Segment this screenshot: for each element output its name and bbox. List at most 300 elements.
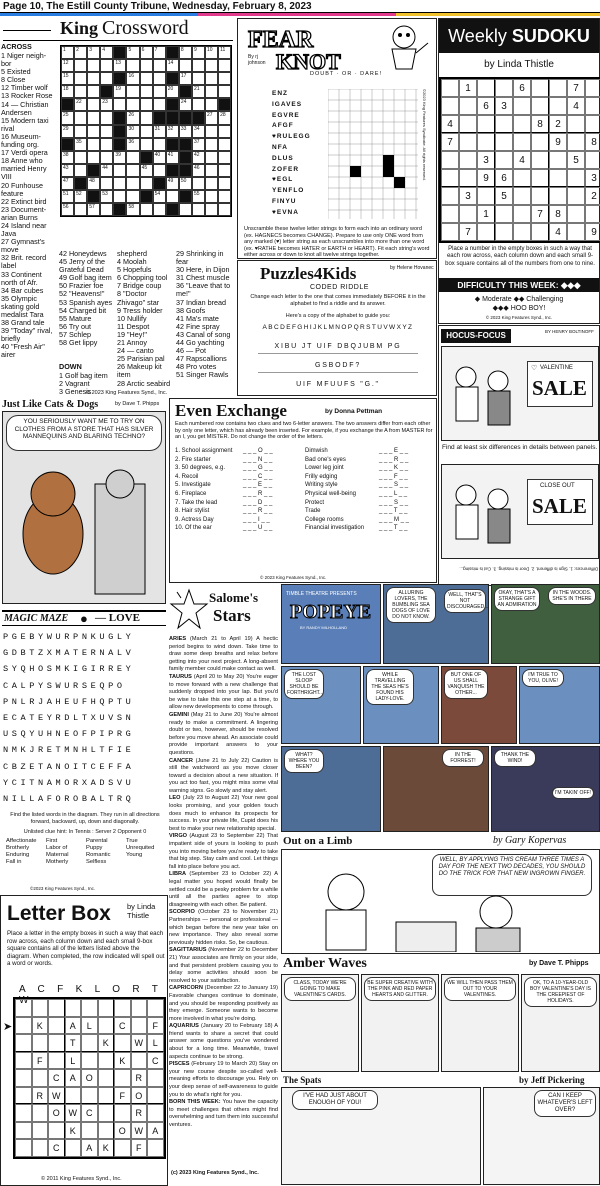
letter-box-cell[interactable] (131, 999, 148, 1017)
sudoku-cell[interactable] (495, 133, 513, 151)
crossword-cell[interactable]: 36 (126, 138, 139, 151)
crossword-cell[interactable] (205, 164, 218, 177)
crossword-cell[interactable] (140, 98, 153, 111)
letter-box-cell[interactable] (15, 1122, 32, 1140)
letter-box-cell[interactable] (48, 1017, 65, 1035)
crossword-cell[interactable]: 9 (192, 46, 205, 59)
letter-box-cell[interactable]: K (32, 1017, 49, 1035)
crossword-cell[interactable]: 45 (140, 164, 153, 177)
crossword-cell[interactable] (205, 98, 218, 111)
letter-box-cell[interactable] (15, 1017, 32, 1035)
letter-box-cell[interactable] (147, 1069, 164, 1087)
crossword-cell[interactable] (218, 138, 231, 151)
sudoku-cell[interactable] (567, 205, 585, 223)
crossword-cell[interactable] (205, 203, 218, 216)
sudoku-cell[interactable] (567, 115, 585, 133)
letter-box-cell[interactable] (65, 1139, 82, 1157)
ee-right-answer[interactable]: _ _ _ S _ _ (379, 499, 409, 506)
sudoku-cell[interactable] (513, 115, 531, 133)
letter-box-cell[interactable]: W (65, 1104, 82, 1122)
crossword-cell[interactable] (126, 151, 139, 164)
sudoku-cell[interactable]: 2 (549, 115, 567, 133)
sudoku-cell[interactable] (549, 187, 567, 205)
sudoku-cell[interactable]: 8 (531, 115, 549, 133)
crossword-cell[interactable]: 11 (218, 46, 231, 59)
crossword-cell[interactable] (87, 125, 100, 138)
sudoku-cell[interactable]: 3 (477, 151, 495, 169)
letter-box-cell[interactable] (98, 1017, 115, 1035)
letter-box-cell[interactable]: L (65, 1052, 82, 1070)
letter-box-cell[interactable] (65, 999, 82, 1017)
sudoku-cell[interactable] (495, 223, 513, 241)
letter-box-cell[interactable]: C (81, 1104, 98, 1122)
crossword-cell[interactable]: 51 (61, 190, 74, 203)
sudoku-cell[interactable] (531, 133, 549, 151)
sudoku-cell[interactable] (531, 223, 549, 241)
crossword-cell[interactable] (153, 98, 166, 111)
sudoku-cell[interactable]: 2 (585, 187, 600, 205)
letter-box-cell[interactable] (147, 1139, 164, 1157)
crossword-cell[interactable]: 20 (166, 85, 179, 98)
letter-box-cell[interactable]: A (65, 1017, 82, 1035)
sudoku-cell[interactable] (549, 169, 567, 187)
sudoku-cell[interactable] (567, 169, 585, 187)
crossword-cell[interactable]: 57 (87, 203, 100, 216)
crossword-cell[interactable]: 31 (153, 125, 166, 138)
fear-knot-grid[interactable] (328, 89, 418, 219)
letter-box-cell[interactable] (98, 1122, 115, 1140)
sudoku-cell[interactable]: 7 (567, 79, 585, 97)
sudoku-cell[interactable]: 1 (459, 79, 477, 97)
sudoku-cell[interactable] (459, 133, 477, 151)
letter-box-cell[interactable] (15, 1087, 32, 1105)
crossword-cell[interactable] (192, 98, 205, 111)
ee-left-answer[interactable]: _ _ _ G _ _ (243, 465, 273, 472)
crossword-cell[interactable] (74, 72, 87, 85)
sudoku-cell[interactable] (441, 151, 459, 169)
crossword-cell[interactable]: 5 (126, 46, 139, 59)
crossword-cell[interactable] (205, 72, 218, 85)
letter-box-cell[interactable]: C (48, 1139, 65, 1157)
crossword-cell[interactable] (100, 203, 113, 216)
maze-letter-grid[interactable] (3, 629, 167, 807)
sudoku-cell[interactable] (585, 79, 600, 97)
ee-left-answer[interactable]: _ _ _ D _ _ (243, 499, 273, 506)
letter-box-cell[interactable]: C (114, 1017, 131, 1035)
crossword-cell[interactable] (205, 59, 218, 72)
crossword-cell[interactable]: 4 (100, 46, 113, 59)
crossword-cell[interactable]: 38 (61, 151, 74, 164)
sudoku-cell[interactable] (441, 223, 459, 241)
letter-box-cell[interactable]: K (98, 1139, 115, 1157)
sudoku-cell[interactable] (477, 79, 495, 97)
crossword-cell[interactable]: 43 (61, 164, 74, 177)
letter-box-cell[interactable]: C (48, 1069, 65, 1087)
sudoku-cell[interactable]: 9 (549, 133, 567, 151)
ee-right-answer[interactable]: _ _ _ E _ _ (379, 448, 409, 454)
sudoku-cell[interactable]: 6 (477, 97, 495, 115)
ee-right-answer[interactable]: _ _ _ F _ _ (379, 473, 408, 480)
ee-right-answer[interactable]: _ _ _ T _ _ (379, 525, 408, 532)
crossword-cell[interactable] (205, 151, 218, 164)
crossword-cell[interactable] (192, 203, 205, 216)
ee-right-answer[interactable]: _ _ _ S _ _ (379, 482, 409, 489)
crossword-cell[interactable] (140, 177, 153, 190)
crossword-cell[interactable] (218, 125, 231, 138)
letter-box-cell[interactable] (147, 1087, 164, 1105)
letter-box-cell[interactable]: K (65, 1122, 82, 1140)
crossword-cell[interactable] (87, 59, 100, 72)
sudoku-cell[interactable] (441, 97, 459, 115)
crossword-cell[interactable] (153, 203, 166, 216)
sudoku-cell[interactable] (531, 79, 549, 97)
ee-right-answer[interactable]: _ _ _ R _ _ (379, 456, 409, 463)
sudoku-cell[interactable] (513, 205, 531, 223)
crossword-cell[interactable]: 26 (126, 111, 139, 124)
crossword-cell[interactable] (100, 111, 113, 124)
letter-box-cell[interactable]: O (114, 1122, 131, 1140)
crossword-cell[interactable]: 28 (218, 111, 231, 124)
sudoku-cell[interactable] (531, 151, 549, 169)
crossword-cell[interactable] (74, 151, 87, 164)
crossword-cell[interactable] (153, 138, 166, 151)
letter-box-cell[interactable] (32, 1122, 49, 1140)
crossword-cell[interactable]: 7 (153, 46, 166, 59)
sudoku-cell[interactable]: 4 (441, 115, 459, 133)
crossword-cell[interactable] (205, 190, 218, 203)
ee-right-answer[interactable]: _ _ _ K _ _ (379, 465, 409, 472)
letter-box-cell[interactable]: W (131, 1122, 148, 1140)
letter-box-cell[interactable] (114, 1139, 131, 1157)
crossword-cell[interactable] (218, 151, 231, 164)
crossword-cell[interactable]: 22 (74, 98, 87, 111)
sudoku-cell[interactable] (585, 115, 600, 133)
sudoku-cell[interactable] (549, 79, 567, 97)
crossword-cell[interactable] (140, 59, 153, 72)
crossword-cell[interactable]: 27 (205, 111, 218, 124)
crossword-cell[interactable] (87, 138, 100, 151)
ee-right-answer[interactable]: _ _ _ L _ _ (379, 490, 408, 497)
letter-box-cell[interactable] (147, 999, 164, 1017)
sudoku-cell[interactable]: 5 (567, 151, 585, 169)
crossword-cell[interactable]: 41 (166, 151, 179, 164)
letter-box-cell[interactable] (48, 999, 65, 1017)
crossword-cell[interactable]: 46 (192, 164, 205, 177)
ee-left-answer[interactable]: _ _ _ E _ _ (243, 482, 273, 489)
letter-box-cell[interactable] (48, 1034, 65, 1052)
sudoku-cell[interactable] (513, 223, 531, 241)
crossword-cell[interactable]: 48 (87, 177, 100, 190)
letter-box-cell[interactable]: O (131, 1087, 148, 1105)
letter-box-cell[interactable] (15, 999, 32, 1017)
crossword-cell[interactable]: 17 (179, 72, 192, 85)
crossword-cell[interactable] (87, 85, 100, 98)
sudoku-cell[interactable]: 4 (513, 151, 531, 169)
crossword-cell[interactable] (126, 164, 139, 177)
letter-box-cell[interactable] (15, 1104, 32, 1122)
crossword-cell[interactable]: 18 (61, 85, 74, 98)
crossword-cell[interactable] (87, 72, 100, 85)
letter-box-cell[interactable] (131, 1017, 148, 1035)
sudoku-cell[interactable]: 4 (567, 97, 585, 115)
letter-box-cell[interactable] (114, 999, 131, 1017)
crossword-cell[interactable] (74, 203, 87, 216)
crossword-cell[interactable] (87, 151, 100, 164)
letter-box-cell[interactable]: A (147, 1122, 164, 1140)
crossword-cell[interactable]: 24 (179, 98, 192, 111)
crossword-cell[interactable] (140, 138, 153, 151)
crossword-cell[interactable] (218, 177, 231, 190)
crossword-cell[interactable]: 56 (61, 203, 74, 216)
letter-box-cell[interactable]: A (65, 1069, 82, 1087)
crossword-cell[interactable]: 13 (113, 59, 126, 72)
sudoku-grid[interactable] (439, 77, 600, 243)
letter-box-cell[interactable]: R (32, 1087, 49, 1105)
crossword-cell[interactable] (179, 59, 192, 72)
crossword-cell[interactable]: 53 (100, 190, 113, 203)
letter-box-cell[interactable]: R (131, 1069, 148, 1087)
letter-box-cell[interactable]: L (147, 1034, 164, 1052)
crossword-cell[interactable] (74, 85, 87, 98)
letter-box-cell[interactable]: C (147, 1052, 164, 1070)
crossword-cell[interactable]: 42 (192, 151, 205, 164)
sudoku-cell[interactable] (441, 169, 459, 187)
crossword-cell[interactable] (218, 190, 231, 203)
letter-box-cell[interactable] (32, 1034, 49, 1052)
letter-box-cell[interactable]: W (48, 1087, 65, 1105)
letter-box-cell[interactable]: F (147, 1017, 164, 1035)
ee-right-answer[interactable]: _ _ _ M _ _ (379, 516, 410, 523)
crossword-cell[interactable] (74, 125, 87, 138)
sudoku-cell[interactable] (567, 223, 585, 241)
crossword-cell[interactable] (113, 98, 126, 111)
ee-right-answer[interactable]: _ _ _ T _ _ (379, 508, 408, 515)
crossword-cell[interactable]: 33 (179, 125, 192, 138)
crossword-cell[interactable]: 55 (192, 190, 205, 203)
letter-box-cell[interactable] (147, 1104, 164, 1122)
crossword-cell[interactable] (179, 203, 192, 216)
crossword-cell[interactable] (153, 59, 166, 72)
sudoku-cell[interactable]: 3 (585, 169, 600, 187)
crossword-cell[interactable] (100, 151, 113, 164)
sudoku-cell[interactable] (531, 187, 549, 205)
sudoku-cell[interactable] (441, 187, 459, 205)
crossword-cell[interactable] (218, 72, 231, 85)
sudoku-cell[interactable] (567, 133, 585, 151)
crossword-cell[interactable] (74, 164, 87, 177)
crossword-cell[interactable] (205, 177, 218, 190)
ee-left-answer[interactable]: _ _ _ U _ _ (243, 525, 273, 532)
letter-box-cell[interactable] (48, 1052, 65, 1070)
sudoku-cell[interactable] (441, 79, 459, 97)
sudoku-cell[interactable]: 9 (477, 169, 495, 187)
crossword-cell[interactable]: 52 (74, 190, 87, 203)
letter-box-cell[interactable]: F (131, 1139, 148, 1157)
crossword-grid[interactable] (60, 45, 232, 217)
crossword-cell[interactable]: 21 (192, 85, 205, 98)
sudoku-cell[interactable]: 4 (549, 223, 567, 241)
letter-box-cell[interactable] (81, 999, 98, 1017)
letter-box-cell[interactable]: F (32, 1052, 49, 1070)
crossword-cell[interactable] (126, 98, 139, 111)
crossword-cell[interactable]: 12 (61, 59, 74, 72)
crossword-cell[interactable] (100, 138, 113, 151)
crossword-cell[interactable]: 2 (74, 46, 87, 59)
letter-box-cell[interactable]: L (81, 1017, 98, 1035)
ee-left-answer[interactable]: _ _ _ C _ _ (243, 473, 273, 480)
crossword-cell[interactable] (100, 177, 113, 190)
crossword-cell[interactable] (140, 111, 153, 124)
crossword-cell[interactable]: 35 (74, 138, 87, 151)
crossword-cell[interactable] (74, 111, 87, 124)
letter-box-cell[interactable] (81, 1122, 98, 1140)
crossword-cell[interactable]: 32 (166, 125, 179, 138)
crossword-cell[interactable]: 16 (126, 72, 139, 85)
sudoku-cell[interactable]: 8 (549, 205, 567, 223)
crossword-cell[interactable] (74, 59, 87, 72)
sudoku-cell[interactable]: 6 (513, 79, 531, 97)
sudoku-cell[interactable] (585, 205, 600, 223)
letter-box-cell[interactable] (98, 1052, 115, 1070)
crossword-cell[interactable]: 54 (153, 190, 166, 203)
crossword-cell[interactable] (100, 125, 113, 138)
sudoku-cell[interactable] (459, 205, 477, 223)
sudoku-cell[interactable] (477, 187, 495, 205)
letter-box-grid[interactable] (13, 997, 166, 1159)
ee-left-answer[interactable]: _ _ _ R _ _ (243, 490, 273, 497)
sudoku-cell[interactable] (585, 97, 600, 115)
letter-box-cell[interactable] (15, 1034, 32, 1052)
sudoku-cell[interactable] (459, 169, 477, 187)
crossword-cell[interactable]: 29 (61, 125, 74, 138)
letter-box-cell[interactable] (114, 1034, 131, 1052)
crossword-cell[interactable]: 30 (126, 125, 139, 138)
sudoku-cell[interactable]: 3 (459, 187, 477, 205)
crossword-cell[interactable]: 1 (61, 46, 74, 59)
letter-box-cell[interactable]: F (114, 1087, 131, 1105)
sudoku-cell[interactable] (531, 97, 549, 115)
crossword-cell[interactable] (205, 138, 218, 151)
sudoku-cell[interactable] (459, 115, 477, 133)
sudoku-cell[interactable] (441, 205, 459, 223)
crossword-cell[interactable]: 6 (140, 46, 153, 59)
crossword-cell[interactable]: 50 (179, 177, 192, 190)
sudoku-cell[interactable]: 6 (495, 169, 513, 187)
crossword-cell[interactable] (140, 85, 153, 98)
crossword-cell[interactable] (113, 177, 126, 190)
sudoku-cell[interactable] (531, 169, 549, 187)
letter-box-cell[interactable] (15, 1069, 32, 1087)
crossword-cell[interactable]: 40 (153, 151, 166, 164)
sudoku-cell[interactable]: 9 (585, 223, 600, 241)
crossword-cell[interactable] (205, 125, 218, 138)
crossword-cell[interactable] (100, 72, 113, 85)
crossword-cell[interactable]: 19 (113, 85, 126, 98)
letter-box-cell[interactable] (81, 1052, 98, 1070)
ee-left-answer[interactable]: _ _ _ R _ _ (243, 508, 273, 515)
sudoku-cell[interactable]: 7 (441, 133, 459, 151)
letter-box-cell[interactable]: K (98, 1034, 115, 1052)
letter-box-cell[interactable] (114, 1069, 131, 1087)
sudoku-cell[interactable] (513, 133, 531, 151)
crossword-cell[interactable]: 58 (126, 203, 139, 216)
letter-box-cell[interactable] (32, 999, 49, 1017)
crossword-cell[interactable] (218, 203, 231, 216)
crossword-cell[interactable] (153, 85, 166, 98)
letter-box-cell[interactable]: K (114, 1052, 131, 1070)
crossword-cell[interactable] (218, 164, 231, 177)
crossword-cell[interactable] (205, 85, 218, 98)
crossword-cell[interactable]: 3 (87, 46, 100, 59)
letter-box-cell[interactable] (98, 1104, 115, 1122)
letter-box-cell[interactable] (81, 1087, 98, 1105)
letter-box-cell[interactable]: A (81, 1139, 98, 1157)
sudoku-cell[interactable] (513, 169, 531, 187)
letter-box-cell[interactable] (81, 1034, 98, 1052)
letter-box-cell[interactable] (48, 1122, 65, 1140)
sudoku-cell[interactable]: 7 (531, 205, 549, 223)
crossword-cell[interactable] (218, 59, 231, 72)
letter-box-cell[interactable] (98, 1069, 115, 1087)
sudoku-cell[interactable] (477, 223, 495, 241)
ee-left-answer[interactable]: _ _ _ O _ _ (243, 448, 273, 454)
crossword-cell[interactable]: 10 (205, 46, 218, 59)
crossword-cell[interactable] (100, 59, 113, 72)
crossword-cell[interactable] (140, 125, 153, 138)
crossword-cell[interactable] (192, 59, 205, 72)
crossword-cell[interactable]: 39 (113, 151, 126, 164)
crossword-cell[interactable]: 15 (61, 72, 74, 85)
sudoku-cell[interactable] (495, 205, 513, 223)
letter-box-cell[interactable] (15, 1052, 32, 1070)
sudoku-cell[interactable] (495, 151, 513, 169)
crossword-cell[interactable]: 49 (166, 177, 179, 190)
crossword-cell[interactable]: 47 (61, 177, 74, 190)
sudoku-cell[interactable] (549, 97, 567, 115)
crossword-cell[interactable] (113, 164, 126, 177)
sudoku-cell[interactable]: 7 (459, 223, 477, 241)
letter-box-cell[interactable] (131, 1052, 148, 1070)
sudoku-cell[interactable] (495, 115, 513, 133)
crossword-cell[interactable]: 14 (166, 59, 179, 72)
crossword-cell[interactable] (218, 85, 231, 98)
crossword-cell[interactable]: 23 (100, 98, 113, 111)
sudoku-cell[interactable] (513, 187, 531, 205)
crossword-cell[interactable] (166, 190, 179, 203)
crossword-cell[interactable] (87, 111, 100, 124)
letter-box-cell[interactable] (98, 1087, 115, 1105)
crossword-cell[interactable]: 44 (100, 164, 113, 177)
letter-box-cell[interactable] (32, 1139, 49, 1157)
sudoku-cell[interactable] (459, 151, 477, 169)
sudoku-cell[interactable] (585, 151, 600, 169)
crossword-cell[interactable] (126, 190, 139, 203)
crossword-cell[interactable] (140, 203, 153, 216)
letter-box-cell[interactable] (15, 1139, 32, 1157)
sudoku-cell[interactable] (477, 115, 495, 133)
crossword-cell[interactable]: 8 (179, 46, 192, 59)
crossword-cell[interactable]: 34 (192, 125, 205, 138)
letter-box-cell[interactable] (114, 1104, 131, 1122)
sudoku-cell[interactable] (567, 187, 585, 205)
crossword-cell[interactable] (192, 177, 205, 190)
crossword-cell[interactable] (140, 72, 153, 85)
sudoku-cell[interactable] (459, 97, 477, 115)
letter-box-cell[interactable] (98, 999, 115, 1017)
crossword-cell[interactable]: 25 (61, 111, 74, 124)
sudoku-cell[interactable] (549, 151, 567, 169)
letter-box-cell[interactable]: R (131, 1104, 148, 1122)
